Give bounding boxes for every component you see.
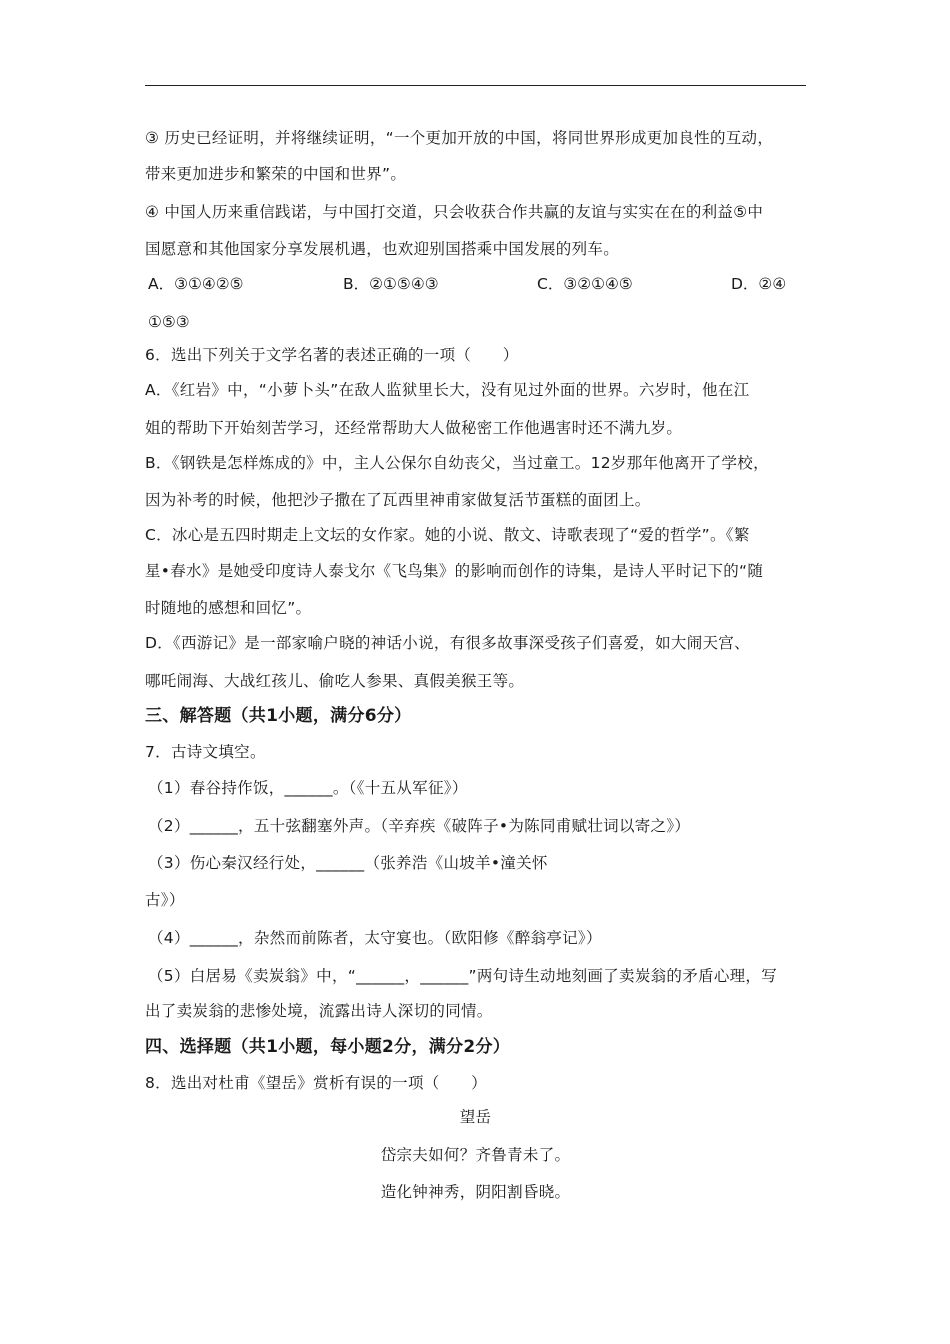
- q7-item-3-line-2: 古》）: [145, 891, 185, 909]
- q7-item-1: （1）春谷持作饭，______。（《十五从军征》）: [148, 779, 468, 797]
- section-4-heading: 四、选择题（共1小题，每小题2分，满分2分）: [145, 1037, 511, 1057]
- q7-item-3-line-1: （3）伤心秦汉经行处，______（张养浩《山坡羊•潼关怀: [148, 854, 548, 872]
- header-rule: [145, 85, 806, 86]
- q6-option-c-line-1: C．冰心是五四时期走上文坛的女作家。她的小说、散文、诗歌表现了“爱的哲学”。《繁: [145, 526, 750, 544]
- q6-option-a-line-1: A．《红岩》中，“小萝卜头”在敌人监狱里长大，没有见过外面的世界。六岁时，他在江: [145, 381, 750, 399]
- section-3-heading: 三、解答题（共1小题，满分6分）: [145, 706, 412, 726]
- q7-item-2: （2）______，五十弦翻塞外声。（辛弃疾《破阵子•为陈同甫赋壮词以寄之》）: [148, 817, 691, 835]
- q7-item-4: （4）______，杂然而前陈者，太守宴也。（欧阳修《醉翁亭记》）: [148, 929, 602, 947]
- q6-option-b-line-1: B．《钢铁是怎样炼成的》中，主人公保尔自幼丧父，当过童工。12岁那年他离开了学校，: [145, 454, 769, 472]
- q6-option-d-line-2: 哪吒闹海、大战红孩儿、偷吃人参果、真假美猴王等。: [145, 672, 525, 690]
- q5-option-a: A．③①④②⑤: [148, 275, 244, 293]
- poem-line-2: 造化钟神秀，阴阳割昏晓。: [380, 1183, 571, 1201]
- q6-option-c-line-3: 时随地的感想和回忆”。: [145, 599, 312, 617]
- q6-stem: 6．选出下列关于文学名著的表述正确的一项（ ）: [145, 346, 519, 364]
- statement-3-line-2: 带来更加进步和繁荣的中国和世界”。: [145, 165, 407, 183]
- q6-option-b-line-2: 因为补考的时候，他把沙子撒在了瓦西里神甫家做复活节蛋糕的面团上。: [145, 491, 651, 509]
- q6-option-a-line-2: 姐的帮助下开始刻苦学习，还经常帮助大人做秘密工作他遇害时还不满九岁。: [145, 419, 683, 437]
- q5-option-d: D．②④: [731, 275, 787, 293]
- q5-option-d-continued: ①⑤③: [148, 313, 190, 331]
- q7-stem: 7．古诗文填空。: [145, 743, 266, 761]
- statement-4-line-2: 国愿意和其他国家分享发展机遇，也欢迎别国搭乘中国发展的列车。: [145, 240, 620, 258]
- q6-option-c-line-2: 星•春水》是她受印度诗人泰戈尔《飞鸟集》的影响而创作的诗集，是诗人平时记下的“随: [145, 562, 764, 580]
- q6-option-d-line-1: D．《西游记》是一部家喻户晓的神话小说，有很多故事深受孩子们喜爱，如大闹天宫、: [145, 634, 750, 652]
- q5-option-c: C．③②①④⑤: [537, 275, 633, 293]
- statement-4-line-1: ④ 中国人历来重信践诺，与中国打交道，只会收获合作共赢的友谊与实实在在的利益⑤中: [145, 203, 764, 221]
- q7-item-5-line-2: 出了卖炭翁的悲惨处境，流露出诗人深切的同情。: [145, 1002, 493, 1020]
- statement-3-line-1: ③ 历史已经证明，并将继续证明，“一个更加开放的中国，将同世界形成更加良性的互动，: [145, 129, 774, 147]
- q8-stem: 8．选出对杜甫《望岳》赏析有误的一项（ ）: [145, 1074, 487, 1092]
- q5-option-b: B．②①⑤④③: [343, 275, 439, 293]
- q7-item-5-line-1: （5）白居易《卖炭翁》中，“______，______”两句诗生动地刻画了卖炭翁的矛盾心理，写: [148, 967, 778, 985]
- poem-title: 望岳: [459, 1108, 492, 1126]
- poem-line-1: 岱宗夫如何？齐鲁青未了。: [380, 1146, 571, 1164]
